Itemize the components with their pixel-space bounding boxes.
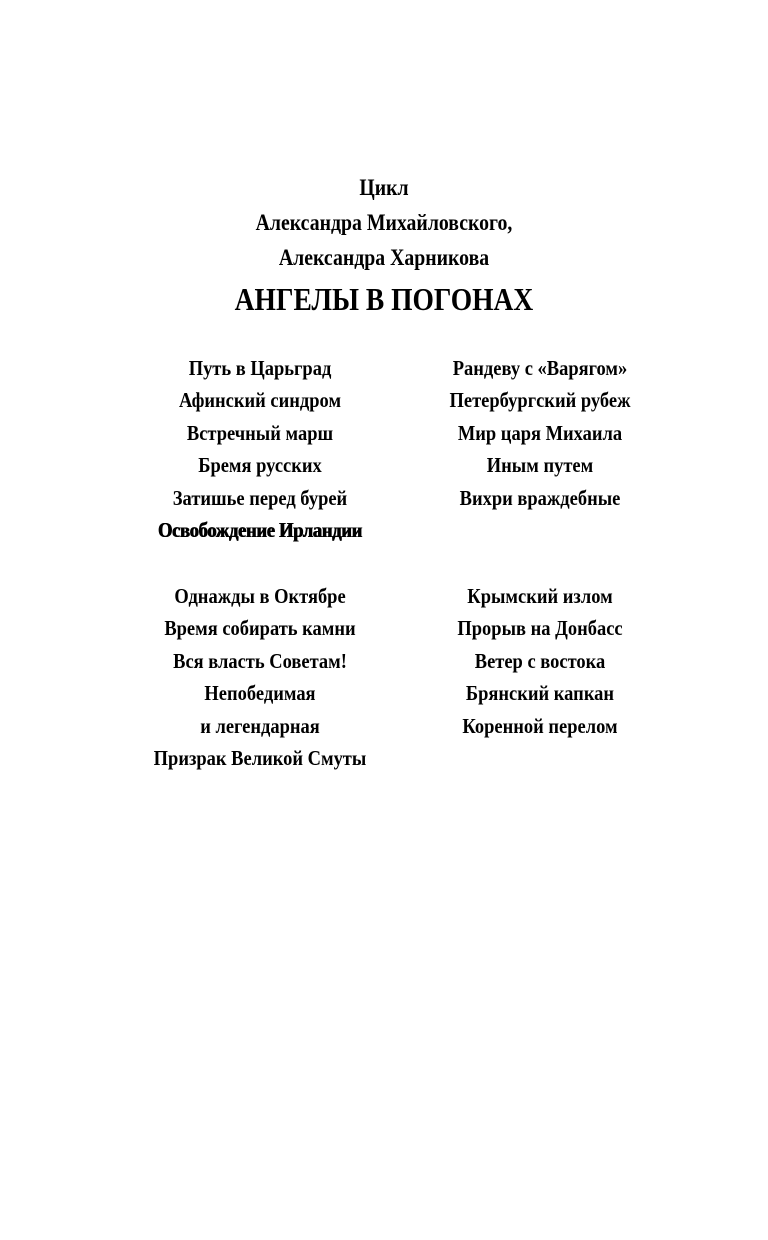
series-title: АНГЕЛЫ В ПОГОНАХ xyxy=(234,281,534,317)
current-book-title: Освобождение Ирландии xyxy=(157,518,363,543)
book-title: Призрак Великой Смуты xyxy=(153,746,367,771)
book-title: Афинский синдром xyxy=(178,388,342,413)
author-line-2: Александра Харникова xyxy=(278,245,490,270)
cycle-label: Цикл xyxy=(359,175,409,200)
book-title: Иным путем xyxy=(486,453,594,478)
book-title: Прорыв на Донбасс xyxy=(457,616,623,641)
book-title: и легендарная xyxy=(200,713,320,738)
book-title: Путь в Царьград xyxy=(188,356,332,380)
book-title: Время собирать камни xyxy=(164,616,356,641)
book-title: Коренной перелом xyxy=(462,713,618,738)
book-column-left xyxy=(100,352,420,546)
book-title: Вихри враждебные xyxy=(459,485,621,510)
series-header xyxy=(0,170,768,319)
book-title: Бремя русских xyxy=(198,453,322,478)
book-title: Ветер с востока xyxy=(474,648,606,673)
book-title: Петербургский рубеж xyxy=(449,388,631,413)
book-title: Однажды в Октябре xyxy=(174,584,346,608)
book-title: Крымский излом xyxy=(467,584,613,608)
book-title: Брянский капкан xyxy=(465,681,615,706)
book-column-left xyxy=(100,580,420,774)
book-title: Непобедимая xyxy=(204,681,316,706)
book-title: Рандеву с «Варягом» xyxy=(452,356,628,380)
book-title: Встречный марш xyxy=(186,420,334,445)
book-title: Затишье перед бурей xyxy=(172,485,348,510)
book-title: Вся власть Советам! xyxy=(173,648,347,673)
book-column-right xyxy=(380,352,700,514)
book-column-right xyxy=(380,580,700,742)
book-title: Мир царя Михаила xyxy=(457,420,623,445)
author-line-1: Александра Михайловского, xyxy=(255,210,513,235)
